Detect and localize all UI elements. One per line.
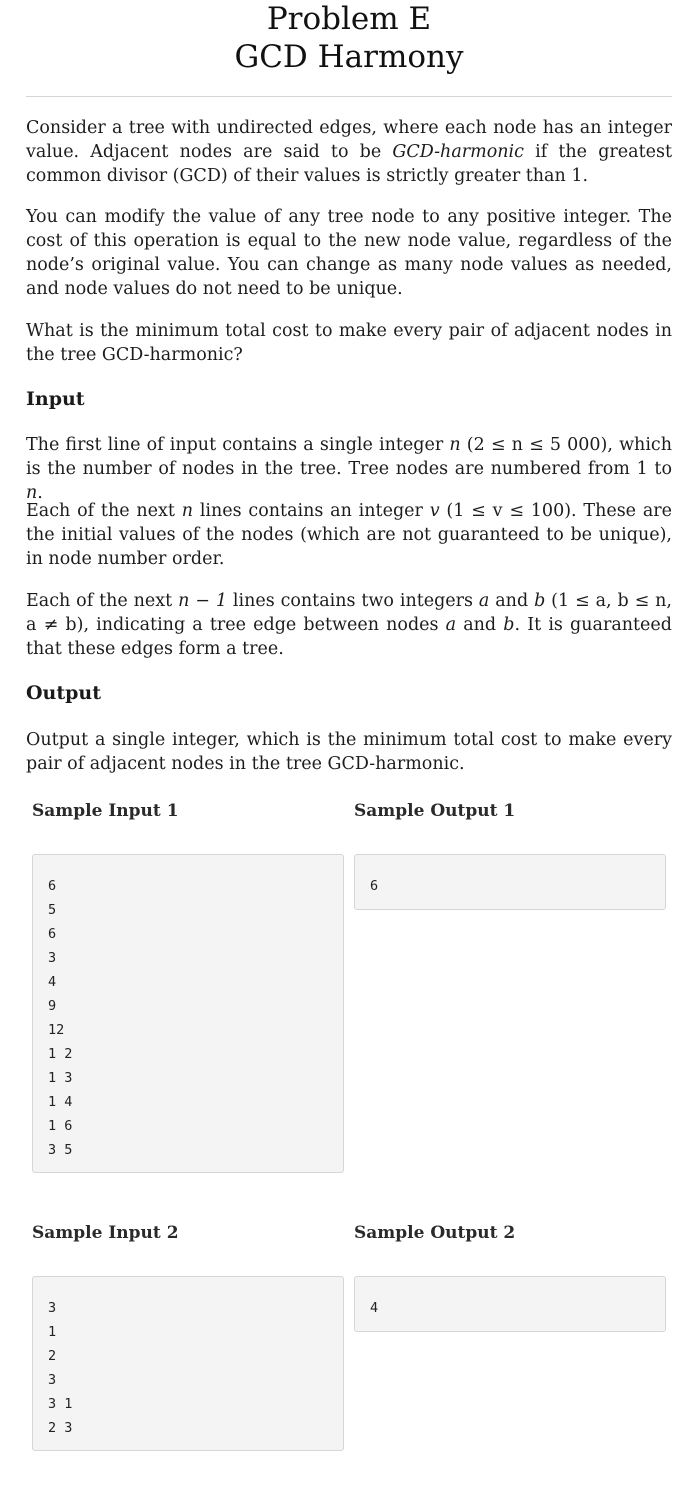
- sample-input-2-box[interactable]: [32, 1276, 344, 1451]
- sample-input-1-box[interactable]: [32, 854, 344, 1173]
- sample-output-1-box[interactable]: [354, 854, 666, 910]
- input-heading: Input: [26, 388, 85, 410]
- sample-input-2-text[interactable]: 3 1 2 3 3 1 2 3: [48, 1300, 73, 1436]
- sample-input-1-label: Sample Input 1: [32, 801, 179, 821]
- statement-paragraph-3: What is the minimum total cost to make every pair of adjacent nodes in the tree GCD-harmonic?: [26, 321, 672, 365]
- input-paragraph-1: The first line of input contains a single integer n (2 ≤ n ≤ 5 000), which is the number of nodes in the tree. Tree nodes are numbered from 1 to n.: [26, 435, 672, 503]
- statement-paragraph-1: Consider a tree with undirected edges, where each node has an integer value. Adjacent nodes are said to be GCD-harmonic if the greatest common divisor (GCD) of their values is strictly greater than 1.: [26, 118, 672, 186]
- sample-input-2-label: Sample Input 2: [32, 1223, 179, 1243]
- output-heading: Output: [26, 682, 102, 704]
- input-paragraph-2: Each of the next n lines contains an integer v (1 ≤ v ≤ 100). These are the initial values of the nodes (which are not guaranteed to be unique), in node number order.: [26, 501, 673, 569]
- problem-title: [0, 0, 698, 76]
- sample-output-1-text[interactable]: 6: [370, 878, 379, 894]
- statement-paragraph-2: You can modify the value of any tree node to any positive integer. The cost of this operation is equal to the new node value, regardless of the node’s original value. You can change as many node values as needed, and node values do not need to be unique.: [26, 207, 672, 299]
- problem-name: GCD Harmony: [234, 39, 464, 75]
- sample-input-1-text[interactable]: 6 5 6 3 4 9 12 1 2 1 3 1 4 1 6 3 5: [48, 878, 73, 1158]
- gcd-harmonic-term: GCD-harmonic: [392, 142, 524, 162]
- problem-label: Problem E: [266, 1, 432, 37]
- sample-output-2-label: Sample Output 2: [354, 1223, 516, 1243]
- output-paragraph: Output a single integer, which is the minimum total cost to make every pair of adjacent nodes in the tree GCD-harmonic.: [26, 730, 672, 774]
- input-paragraph-3: Each of the next n − 1 lines contains two integers a and b (1 ≤ a, b ≤ n, a ≠ b), indicating a tree edge between nodes a and b. It is guaranteed that these edges form a tree.: [26, 591, 672, 659]
- sample-output-2-text[interactable]: 4: [370, 1300, 379, 1316]
- sample-output-1-label: Sample Output 1: [354, 801, 516, 821]
- sample-output-2-box[interactable]: [354, 1276, 666, 1332]
- title-divider: [26, 96, 672, 97]
